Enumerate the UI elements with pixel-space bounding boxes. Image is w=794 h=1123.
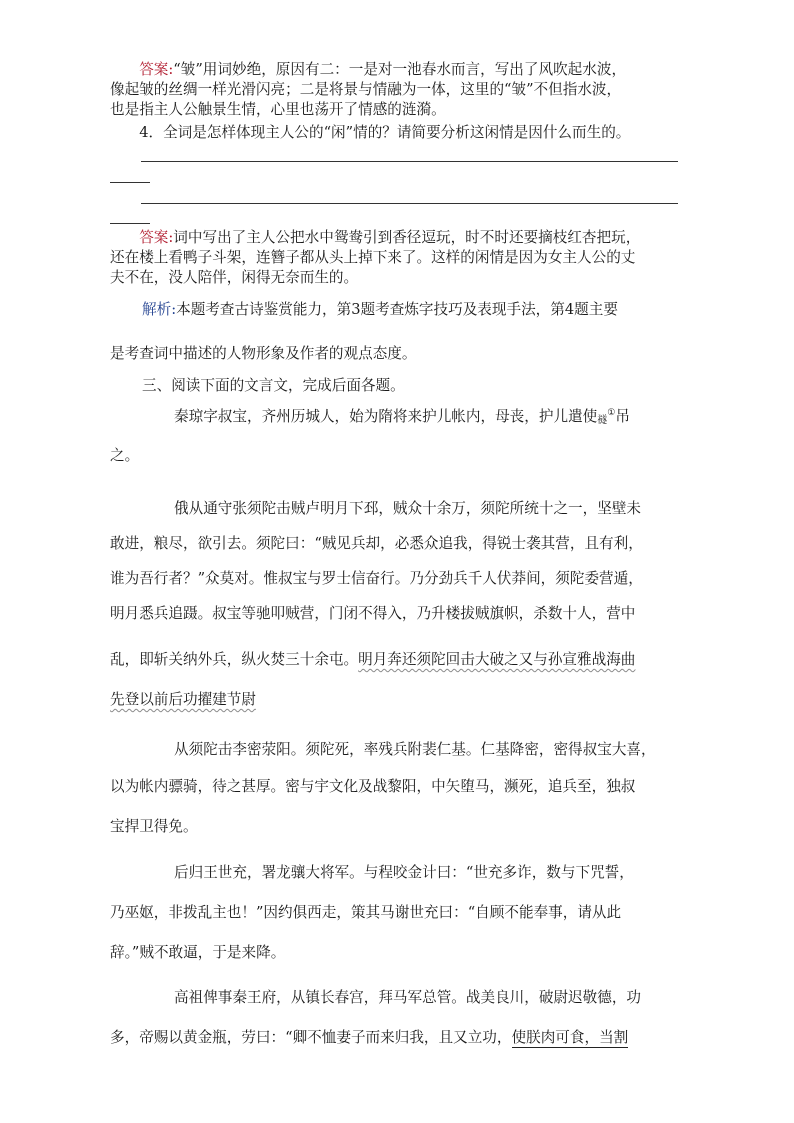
answer-4-text-1: 词中写出了主人公把水中鸳鸯引到香径逗玩，时不时还要摘枝红杏把玩， — [173, 229, 641, 246]
passage-p1-line-1 — [174, 405, 630, 426]
answer-4-block — [110, 228, 686, 288]
answer-blank-line-2 — [141, 203, 678, 204]
answer-3-line-1 — [110, 60, 686, 80]
footnote-marker: ① — [607, 408, 616, 419]
answer-4-line-1 — [110, 228, 686, 248]
answer-3-block — [110, 60, 686, 120]
passage-p5-line-1: 高祖俾事秦王府，从镇长春宫，拜马军总管。战美良川，破尉迟敬德，功 — [174, 989, 642, 1006]
answer-label: 答案: — [139, 229, 174, 246]
question-4-text: 4．全词是怎样体现主人公的“闲”情的？请简要分析这闲情是因什么而生的。 — [139, 124, 631, 141]
analysis-number-3: 3 — [351, 301, 361, 318]
passage-p3-line-2: 以为帐内骠骑，待之甚厚。密与宇文化及战黎阳，中矢堕马，濒死，追兵至，独叔 — [110, 778, 636, 795]
passage-p2-line-4: 明月悉兵追蹑。叔宝等驰叩贼营，门闭不得入，乃升楼拔贼旗帜，杀数十人，营中 — [110, 605, 636, 622]
answer-4-line-3: 夫不在，没人陪伴，闲得无奈而生的。 — [110, 269, 359, 286]
analysis-line-2: 是考查词中描述的人物形象及作者的观点态度。 — [110, 345, 417, 362]
question-4 — [110, 123, 686, 143]
passage-p2-line-2: 敢进，粮尽，欲引去。须陀曰：“贼见兵却，必悉众追我，得锐士袭其营，且有利， — [110, 535, 643, 552]
passage-p3-line-3: 宝捍卫得免。 — [110, 818, 198, 835]
passage-p4-line-3: 辞。”贼不敢逼，于是来降。 — [110, 944, 286, 961]
passage-p2-line-5 — [110, 648, 635, 669]
passage-p5-line-2 — [110, 1026, 628, 1047]
section-3-heading: 三、阅读下面的文言文，完成后面各题。 — [142, 377, 405, 394]
analysis-text-c: 题主要 — [574, 301, 618, 318]
wavy-underlined-sentence: 明月奔还须陀回击大破之又与孙宣雅战海曲 — [358, 651, 636, 668]
answer-blank-line-2-end — [110, 223, 150, 224]
wavy-underlined-sentence: 先登以前后功擢建节尉 — [110, 691, 256, 708]
passage-p2-line-1: 俄从通守张须陀击贼卢明月下邳，贼众十余万，须陀所统十之一，坚壁未 — [174, 500, 642, 517]
answer-3-text-1: “皱”用词妙绝，原因有二：一是对一池春水而言，写出了风吹起水波， — [173, 61, 627, 78]
analysis-number-4: 4 — [564, 301, 575, 318]
answer-blank-line-1 — [141, 161, 678, 162]
passage-p4-line-1: 后归王世充，署龙骧大将军。与程咬金计曰：“世充多诈，数与下咒誓， — [174, 864, 634, 881]
answer-blank-line-1-end — [110, 182, 150, 183]
passage-text: 多，帝赐以黄金瓶，劳曰：“卿不恤妻子而来归我，且又立功， — [110, 1029, 512, 1046]
analysis-text-a: 本题考查古诗鉴赏能力，第 — [176, 301, 352, 318]
passage-text: 吊 — [615, 408, 630, 425]
passage-p1-line-2: 之。 — [110, 447, 140, 464]
passage-p3-line-1: 从须陀击李密荥阳。须陀死，率残兵附裴仁基。仁基降密，密得叔宝大喜， — [174, 741, 656, 758]
answer-4-line-2: 还在楼上看鸭子斗架，连簪子都从头上掉下来了。这样的闲情是因为女主人公的丈 — [110, 249, 636, 266]
analysis-label: 解析: — [142, 301, 177, 318]
answer-3-line-2: 像起皱的丝绸一样光滑闪亮；二是将景与情融为一体，这里的“皱”不但指水波， — [110, 81, 622, 98]
answer-label: 答案: — [139, 61, 174, 78]
passage-p2-line-3: 谁为吾行者？”众莫对。惟叔宝与罗士信奋行。乃分劲兵千人伏莽间，须陀委营遁， — [110, 570, 643, 587]
analysis-line-1 — [142, 298, 618, 319]
underlined-sentence: 使朕肉可食，当割 — [511, 1029, 629, 1046]
answer-3-line-3: 也是指主人公触景生情，心里也荡开了情感的涟漪。 — [110, 101, 446, 118]
passage-small-char: 襚 — [597, 415, 608, 426]
passage-p2-line-6 — [110, 688, 256, 709]
passage-text: 秦琼字叔宝，齐州历城人，始为隋将来护儿帐内，母丧，护儿遣使 — [174, 408, 598, 425]
analysis-text-b: 题考查炼字技巧及表现手法，第 — [360, 301, 565, 318]
passage-p4-line-2: 乃巫妪，非拨乱主也！”因约俱西走，策其马谢世充曰：“自顾不能奉事，请从此 — [110, 904, 622, 921]
passage-text: 乱，即斩关纳外兵，纵火焚三十余屯。 — [110, 651, 359, 668]
